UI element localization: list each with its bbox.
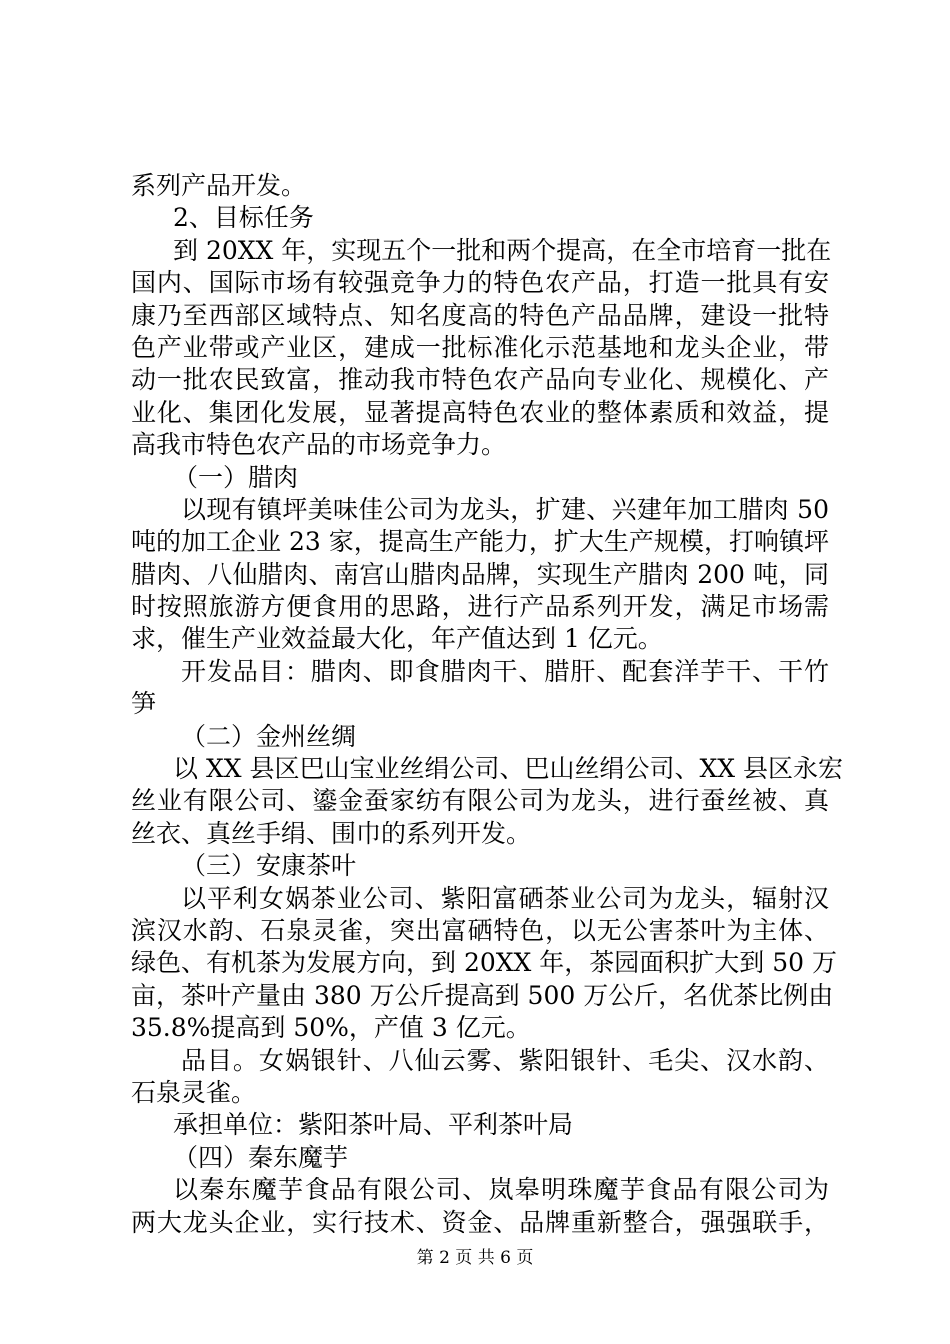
text-line: 高我市特色农产品的市场竞争力。 xyxy=(131,430,507,460)
text-line: 亩，茶叶产量由 380 万公斤提高到 500 万公斤，名优茶比例由 xyxy=(131,980,834,1010)
text-line: 滨汉水韵、石泉灵雀，突出富硒特色，以无公害茶叶为主体、 xyxy=(131,915,829,945)
text-line: 两大龙头企业，实行技术、资金、品牌重新整合，强强联手， xyxy=(131,1207,829,1237)
text-line: 吨的加工企业 23 家，提高生产能力，扩大生产规模，打响镇坪 xyxy=(131,527,829,557)
text-line: 2、目标任务 xyxy=(173,203,314,233)
text-line: 品目。女娲银针、八仙云雾、紫阳银针、毛尖、汉水韵、 xyxy=(181,1045,829,1075)
text-line: （三）安康茶叶 xyxy=(181,851,357,881)
text-line: 丝衣、真丝手绢、围巾的系列开发。 xyxy=(131,818,532,848)
text-line: （二）金州丝绸 xyxy=(181,721,357,751)
text-line: 到 20XX 年，实现五个一批和两个提高，在全市培育一批在 xyxy=(173,235,832,265)
text-line: 以平利女娲茶业公司、紫阳富硒茶业公司为龙头，辐射汉 xyxy=(181,883,829,913)
text-line: 动一批农民致富，推动我市特色农产品向专业化、规模化、产 xyxy=(131,365,829,395)
text-line: 35.8%提高到 50%，产值 3 亿元。 xyxy=(131,1013,531,1043)
text-line: 业化、集团化发展，显著提高特色农业的整体素质和效益，提 xyxy=(131,397,829,427)
text-line: 石泉灵雀。 xyxy=(131,1077,257,1107)
page-footer: 第 2 页 共 6 页 xyxy=(416,1248,534,1268)
text-line: （一）腊肉 xyxy=(173,462,299,492)
text-line: 求，催生产业效益最大化，年产值达到 1 亿元。 xyxy=(131,624,663,654)
text-line: 丝业有限公司、鎏金蚕家纺有限公司为龙头，进行蚕丝被、真 xyxy=(131,786,829,816)
text-line: （四）秦东魔芋 xyxy=(173,1142,349,1172)
text-line: 腊肉、八仙腊肉、南宫山腊肉品牌，实现生产腊肉 200 吨，同 xyxy=(131,559,829,589)
text-line: 承担单位：紫阳茶叶局、平利茶叶局 xyxy=(173,1110,574,1140)
text-line: 以 XX 县区巴山宝业丝绢公司、巴山丝绢公司、XX 县区永宏 xyxy=(173,754,844,784)
text-line: 笋 xyxy=(131,689,157,719)
text-line: 康乃至西部区域特点、知名度高的特色产品品牌，建设一批特 xyxy=(131,300,829,330)
text-line: 国内、国际市场有较强竞争力的特色农产品，打造一批具有安 xyxy=(131,268,829,298)
text-line: 时按照旅游方便食用的思路，进行产品系列开发，满足市场需 xyxy=(131,592,829,622)
text-line: 以秦东魔芋食品有限公司、岚皋明珠魔芋食品有限公司为 xyxy=(173,1175,829,1205)
text-line: 开发品目：腊肉、即食腊肉干、腊肝、配套洋芋干、干竹 xyxy=(181,656,829,686)
text-line: 系列产品开发。 xyxy=(131,171,307,200)
text-line: 绿色、有机茶为发展方向，到 20XX 年，茶园面积扩大到 50 万 xyxy=(131,948,838,978)
document-body xyxy=(131,170,844,1239)
text-line: 以现有镇坪美味佳公司为龙头，扩建、兴建年加工腊肉 50 xyxy=(181,494,829,524)
text-line: 色产业带或产业区，建成一批标准化示范基地和龙头企业，带 xyxy=(131,332,829,362)
